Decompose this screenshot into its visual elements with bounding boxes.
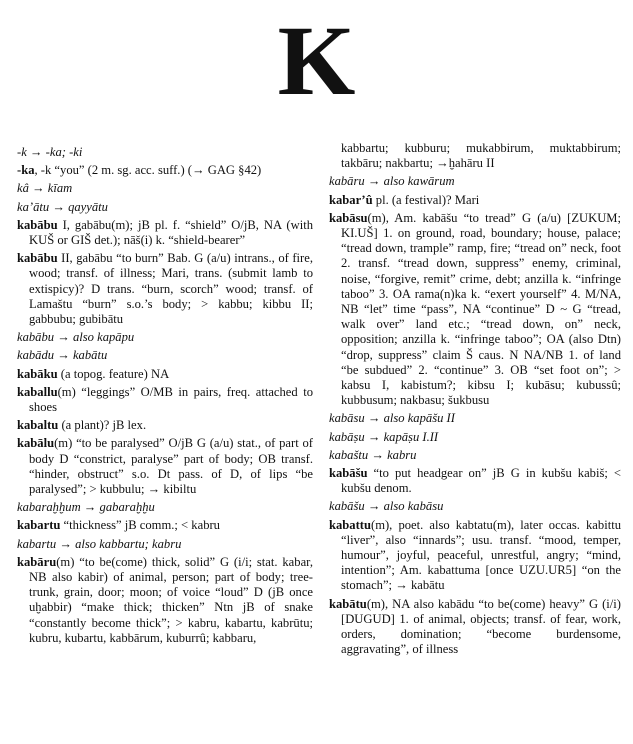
right-column bbox=[329, 141, 621, 661]
cross-reference bbox=[329, 448, 621, 463]
entry-headword: -ka bbox=[17, 163, 35, 178]
entry-definition: II, gabābu “to burn” Bab. G (a/u) intrans., of fire, wood; transf. of illness; Mari, trans. (submit lamb to extispicy)? D trans. “burn, scorch” wood; transf. of Lamaštu “burn” s.o.’s body; > kabbu; kibbu II; gabbubu; gubibātu bbox=[29, 251, 313, 327]
cross-reference-text: -k → -ka; -ki bbox=[17, 145, 83, 159]
dictionary-entry bbox=[329, 466, 621, 496]
dictionary-entry bbox=[17, 163, 313, 178]
entry-headword: kabāšu bbox=[329, 466, 368, 481]
entry-definition: (m), Am. kabāšu “to tread” G (a/u) [ZUKUM; KI.UŠ] 1. on ground, road, boundary; house, palace; “tread down, trample” ramp, fire; “tread on” neck, foot 2. transf. “tread down, suppress” enemy, criminal, noise, “forgive, remit” crime, debt; anzilla k. “infringe taboo” 3. OA rama(n)ka k. “exert yourself” 4. M/NA, NB “let” time “pass”, NA “continue” D ~ G “tread, walk over” land etc.; “tread down, on” neck, opposition; anzilla k. “infringe taboo”; OA (also Dtn) “drop, suppress” claim Š caus. N NA/NB 1. of land “be subdued” 2. “continue” 3. OB “set foot on”; > kabsu I, kabistum?; kibsu I; kubāsu; kubussû; kubbusum; nakbasu; šukbusu bbox=[341, 210, 621, 408]
cross-reference-text: kabāru → also kawārum bbox=[329, 174, 455, 189]
entry-definition: (m), poet. also kabtatu(m), later occas. kabittu “liver”, also “innards”; usu. transf. “mood, temper, humour”, joyful, peaceful, unrestful, angry; “mind, intention”; Am. kabattuma [once UZU.UR5] “on the stomach”; → kabātu bbox=[341, 517, 621, 593]
cross-reference bbox=[17, 181, 313, 196]
entry-headword: kabālu bbox=[17, 436, 55, 451]
dictionary-entry bbox=[17, 436, 313, 497]
dictionary-entry bbox=[17, 418, 313, 433]
dictionary-entry bbox=[329, 211, 621, 409]
dictionary-entry bbox=[17, 367, 313, 382]
entry-headword: kabābu bbox=[17, 251, 58, 266]
entry-headword: kabar’û bbox=[329, 192, 373, 207]
cross-reference bbox=[17, 145, 313, 160]
entry-definition: , -k “you” (2 m. sg. acc. suff.) (→ GAG §42) bbox=[34, 163, 262, 178]
cross-reference bbox=[17, 200, 313, 215]
entry-definition: “thickness” jB comm.; < kabru bbox=[60, 518, 220, 533]
entry-headword: kaballu bbox=[17, 384, 58, 399]
cross-reference bbox=[329, 174, 621, 189]
cross-reference bbox=[17, 537, 313, 552]
entry-headword: kabāru bbox=[17, 554, 57, 569]
cross-reference-text: kabaštu → kabru bbox=[329, 447, 417, 462]
dictionary-entry bbox=[329, 193, 621, 208]
entry-headword: kabattu bbox=[329, 517, 371, 532]
cross-reference-text: kabaraḫḫum → gabaraḫḫu bbox=[17, 500, 155, 515]
cross-reference bbox=[17, 330, 313, 345]
cross-reference-text: kabāšu → also kabāsu bbox=[329, 499, 444, 514]
cross-reference-text: kabāsu → also kapāšu II bbox=[329, 411, 455, 426]
cross-reference-text: kabādu → kabātu bbox=[17, 348, 108, 363]
dictionary-entry bbox=[329, 597, 621, 658]
cross-reference-text: ka’ātu → qayyātu bbox=[17, 199, 108, 214]
entry-definition: I, gabābu(m); jB pl. f. “shield” O/jB, NA (with KUŠ or GIŠ det.); nāš(i) k. “shield-bearer” bbox=[29, 217, 313, 248]
entry-definition: pl. (a festival)? Mari bbox=[372, 192, 480, 207]
entry-headword: kabābu bbox=[17, 217, 58, 232]
entry-definition: “to put headgear on” jB G in kubšu kabiš; < kubšu denom. bbox=[341, 466, 621, 496]
entry-headword: kabaltu bbox=[17, 418, 59, 433]
dictionary-entry bbox=[17, 251, 313, 327]
entry-headword: kabātu bbox=[329, 596, 367, 611]
entry-headword: kabāsu bbox=[329, 210, 368, 225]
entry-continuation bbox=[329, 141, 621, 171]
cross-reference bbox=[329, 499, 621, 514]
entry-definition: (m) “to be paralysed” O/jB G (a/u) stat., of part of body D “constrict, paralyse” part of body; OB transf. “hinder, obstruct” s.o. Dt pass. of D, of lips “be paralysed”; > kubbulu; → kibiltu bbox=[29, 436, 313, 497]
cross-reference bbox=[329, 411, 621, 426]
cross-reference-text: kabartu → also kabbartu; kabru bbox=[17, 536, 182, 551]
dictionary-entry bbox=[17, 218, 313, 248]
section-letter: K bbox=[277, 5, 356, 116]
entry-definition: (m), NA also kabādu “to be(come) heavy” G (i/i) [DUGUD] 1. of animal, objects; transf. of fear, work, orders, domination; “become burdensome, aggravating”, of illness bbox=[341, 596, 621, 657]
dictionary-entry bbox=[17, 518, 313, 533]
dictionary-entry bbox=[17, 385, 313, 415]
entry-definition: (m) “leggings” O/MB in pairs, freq. attached to shoes bbox=[29, 384, 313, 415]
left-column bbox=[17, 145, 313, 649]
entry-definition: (a topog. feature) NA bbox=[57, 366, 170, 381]
cross-reference bbox=[17, 500, 313, 515]
cross-reference-text: kabābu → also kapāpu bbox=[17, 330, 135, 345]
entry-definition: (m) “to be(come) thick, solid” G (i/i; stat. kabar, NB also kabir) of animal, person; part of body; tree-trunk, grain, door; moon; of voice “loud” D (jB once uḫabbir) “make thick; thicken” Ntn jB of snake “constantly become thick”; > kabru, kabartu, kabrūtu; kubru, kubartu, kabbārum, kuburrû; kabbaru, bbox=[29, 554, 313, 645]
cross-reference bbox=[329, 430, 621, 445]
cross-reference bbox=[17, 348, 313, 363]
dictionary-entry bbox=[17, 555, 313, 646]
entry-headword: kabartu bbox=[17, 518, 61, 533]
cross-reference-text: kâ → kīam bbox=[17, 181, 73, 196]
entry-definition: (a plant)? jB lex. bbox=[58, 418, 147, 433]
entry-headword: kabāku bbox=[17, 366, 58, 381]
dictionary-entry bbox=[329, 518, 621, 594]
entry-text: kabbartu; kubburu; mukabbirum, muktabbirum; takbāru; nakbartu; →ḫahāru II bbox=[341, 141, 621, 171]
cross-reference-text: kabāṣu → kapāṣu I.II bbox=[329, 429, 439, 444]
